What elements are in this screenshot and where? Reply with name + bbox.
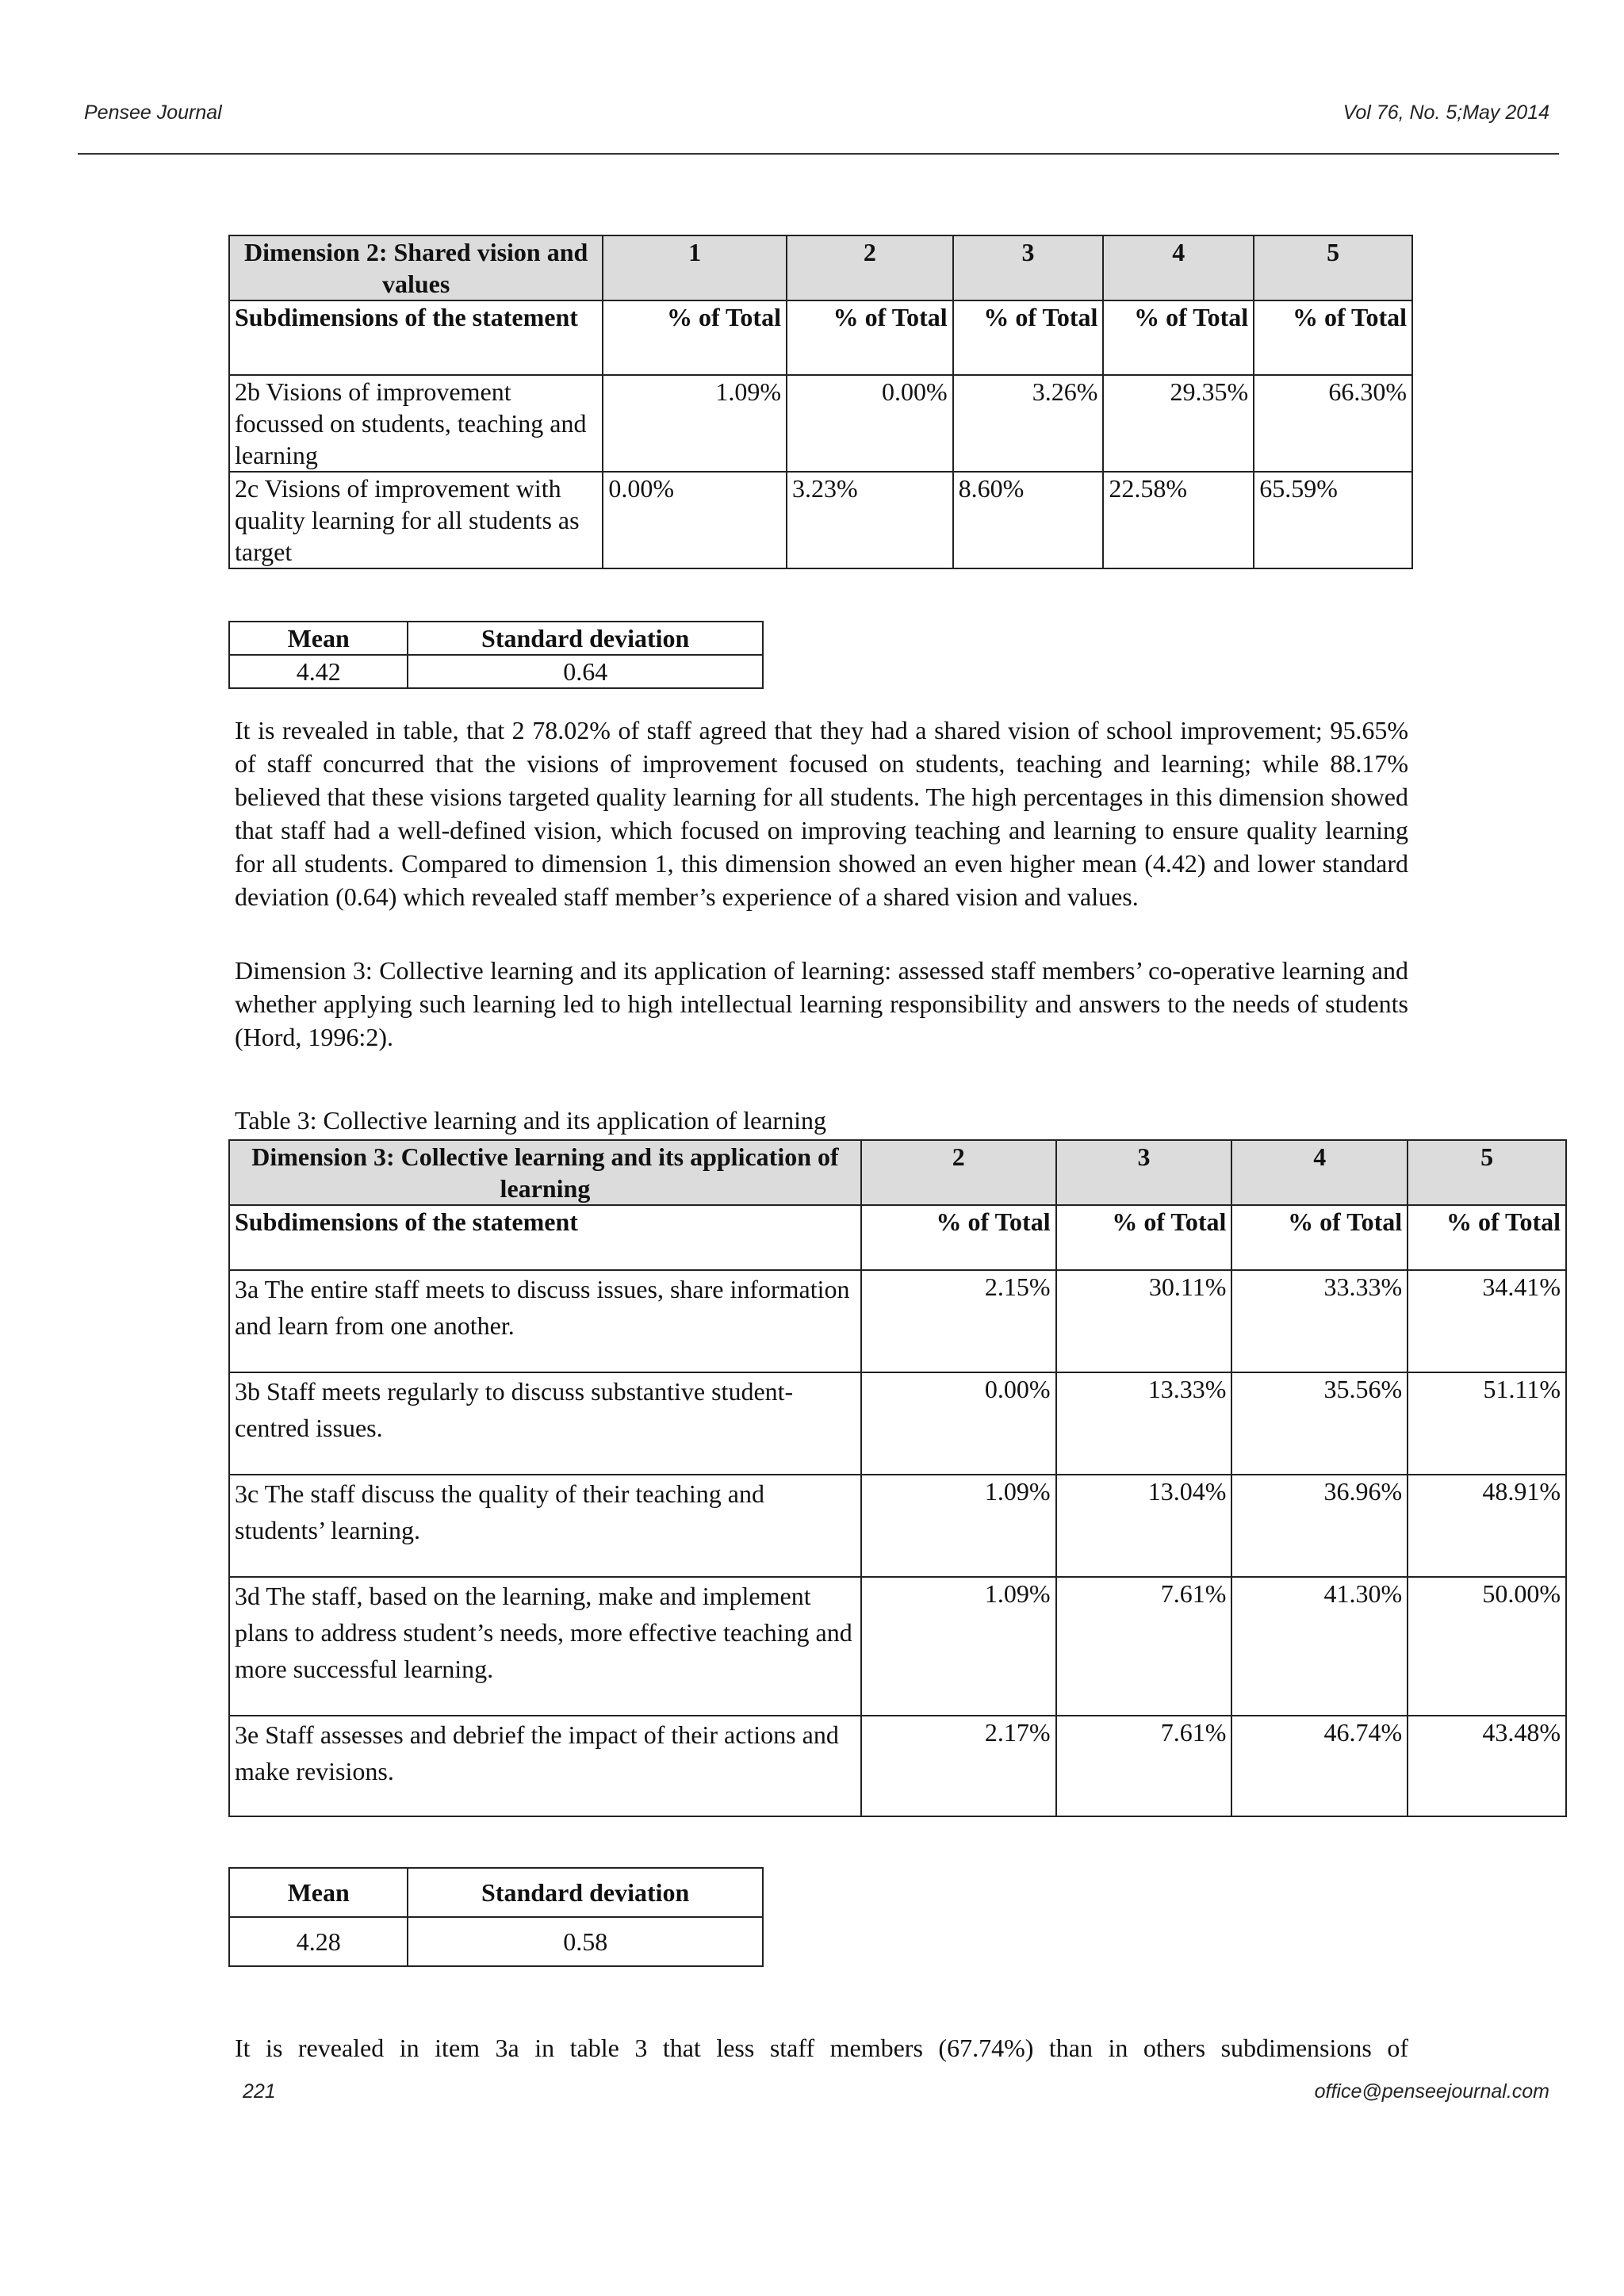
unit-label: % of Total <box>603 300 787 375</box>
unit-label: % of Total <box>1408 1205 1566 1270</box>
column-header: 5 <box>1408 1140 1566 1205</box>
table-subheader-row <box>229 1205 1566 1270</box>
row-label: 2c Visions of improvement with quality learning for all students as target <box>229 472 603 568</box>
cell-value: 2.15% <box>861 1270 1056 1372</box>
cell-value: 51.11% <box>1408 1372 1566 1475</box>
issue-info: Vol 76, No. 5;May 2014 <box>1342 101 1549 124</box>
cell-value: 1.09% <box>861 1577 1056 1716</box>
table-header-row <box>229 235 1412 300</box>
column-header: 1 <box>603 235 787 300</box>
body-paragraph: Dimension 3: Collective learning and its application of learning: assessed staff members’ co-operative learning and whether applying such learning led to high intellectual learning responsibility and answers to the needs of students (Hord, 1996:2). <box>235 956 1408 1051</box>
cell-value: 65.59% <box>1254 472 1412 568</box>
table-dimension-2 <box>228 235 1413 569</box>
sd-value: 0.64 <box>408 655 763 688</box>
contact-email: office@penseejournal.com <box>1314 2080 1549 2103</box>
cell-value: 2.17% <box>861 1716 1056 1816</box>
table-row <box>229 1716 1566 1816</box>
mean-sd-table <box>228 621 764 689</box>
cell-value: 0.00% <box>861 1372 1056 1475</box>
cell-value: 3.23% <box>787 472 953 568</box>
column-header: 3 <box>953 235 1104 300</box>
row-label: 3a The entire staff meets to discuss issues, share information and learn from one another. <box>229 1270 861 1372</box>
cell-value: 1.09% <box>861 1475 1056 1577</box>
subdimension-label: Subdimensions of the statement <box>229 300 603 375</box>
cell-value: 0.00% <box>787 375 953 472</box>
sd-label: Standard deviation <box>408 1868 763 1917</box>
cell-value: 30.11% <box>1056 1270 1232 1372</box>
cell-value: 50.00% <box>1408 1577 1566 1716</box>
table-title: Dimension 2: Shared vision and values <box>229 235 603 300</box>
mean-label: Mean <box>229 1868 408 1917</box>
unit-label: % of Total <box>1231 1205 1408 1270</box>
mean-sd-table <box>228 1867 764 1967</box>
unit-label: % of Total <box>1254 300 1412 375</box>
table-row <box>229 1577 1566 1716</box>
column-header: 4 <box>1231 1140 1408 1205</box>
row-label: 3b Staff meets regularly to discuss substantive student-centred issues. <box>229 1372 861 1475</box>
cell-value: 33.33% <box>1231 1270 1408 1372</box>
row-label: 3d The staff, based on the learning, make and implement plans to address student’s needs, more effective teaching and more successful learning. <box>229 1577 861 1716</box>
body-paragraph: It is revealed in item 3a in table 3 that less staff members (67.74%) than in others subdimensions of <box>235 2034 1408 2062</box>
table-row <box>229 375 1412 472</box>
table-header-row <box>229 1140 1566 1205</box>
cell-value: 7.61% <box>1056 1577 1232 1716</box>
page-number: 221 <box>243 2080 276 2103</box>
unit-label: % of Total <box>1103 300 1254 375</box>
cell-value: 1.09% <box>603 375 787 472</box>
cell-value: 8.60% <box>953 472 1104 568</box>
table-row <box>229 1475 1566 1577</box>
unit-label: % of Total <box>1056 1205 1232 1270</box>
unit-label: % of Total <box>861 1205 1056 1270</box>
cell-value: 36.96% <box>1231 1475 1408 1577</box>
column-header: 5 <box>1254 235 1412 300</box>
column-header: 2 <box>787 235 953 300</box>
row-label: 3e Staff assesses and debrief the impact of their actions and make revisions. <box>229 1716 861 1816</box>
table-subheader-row <box>229 300 1412 375</box>
cell-value: 43.48% <box>1408 1716 1566 1816</box>
cell-value: 7.61% <box>1056 1716 1232 1816</box>
cell-value: 41.30% <box>1231 1577 1408 1716</box>
sd-value: 0.58 <box>408 1917 763 1966</box>
cell-value: 66.30% <box>1254 375 1412 472</box>
subdimension-label: Subdimensions of the statement <box>229 1205 861 1270</box>
cell-value: 22.58% <box>1103 472 1254 568</box>
row-label: 3c The staff discuss the quality of their teaching and students’ learning. <box>229 1475 861 1577</box>
table-title: Dimension 3: Collective learning and its application of learning <box>229 1140 861 1205</box>
mean-label: Mean <box>229 622 408 655</box>
cell-value: 0.00% <box>603 472 787 568</box>
journal-name: Pensee Journal <box>84 101 222 124</box>
cell-value: 46.74% <box>1231 1716 1408 1816</box>
cell-value: 29.35% <box>1103 375 1254 472</box>
table-dimension-3 <box>228 1139 1567 1817</box>
table-caption: Table 3: Collective learning and its application of learning <box>235 1106 826 1135</box>
unit-label: % of Total <box>953 300 1104 375</box>
table-row <box>229 472 1412 568</box>
cell-value: 3.26% <box>953 375 1104 472</box>
table-row <box>229 1372 1566 1475</box>
row-label: 2b Visions of improvement focussed on students, teaching and learning <box>229 375 603 472</box>
cell-value: 13.33% <box>1056 1372 1232 1475</box>
column-header: 4 <box>1103 235 1254 300</box>
cell-value: 35.56% <box>1231 1372 1408 1475</box>
column-header: 3 <box>1056 1140 1232 1205</box>
body-paragraph: It is revealed in table, that 2 78.02% of staff agreed that they had a shared vision of school improvement; 95.65% of staff concurred that the visions of improvement focused on students, teaching and learning; while 88.17% believed that these visions targeted quality learning for all students. The high percentages in this dimension showed that staff had a well-defined vision, which focused on improving teaching and learning to ensure quality learning for all students. Compared to dimension 1, this dimension showed an even higher mean (4.42) and lower standard deviation (0.64) which revealed staff member’s experience of a shared vision and values. <box>235 716 1408 911</box>
column-header: 2 <box>861 1140 1056 1205</box>
header-rule <box>78 153 1559 155</box>
mean-value: 4.28 <box>229 1917 408 1966</box>
unit-label: % of Total <box>787 300 953 375</box>
cell-value: 34.41% <box>1408 1270 1566 1372</box>
sd-label: Standard deviation <box>408 622 763 655</box>
mean-value: 4.42 <box>229 655 408 688</box>
table-row <box>229 1270 1566 1372</box>
cell-value: 13.04% <box>1056 1475 1232 1577</box>
cell-value: 48.91% <box>1408 1475 1566 1577</box>
